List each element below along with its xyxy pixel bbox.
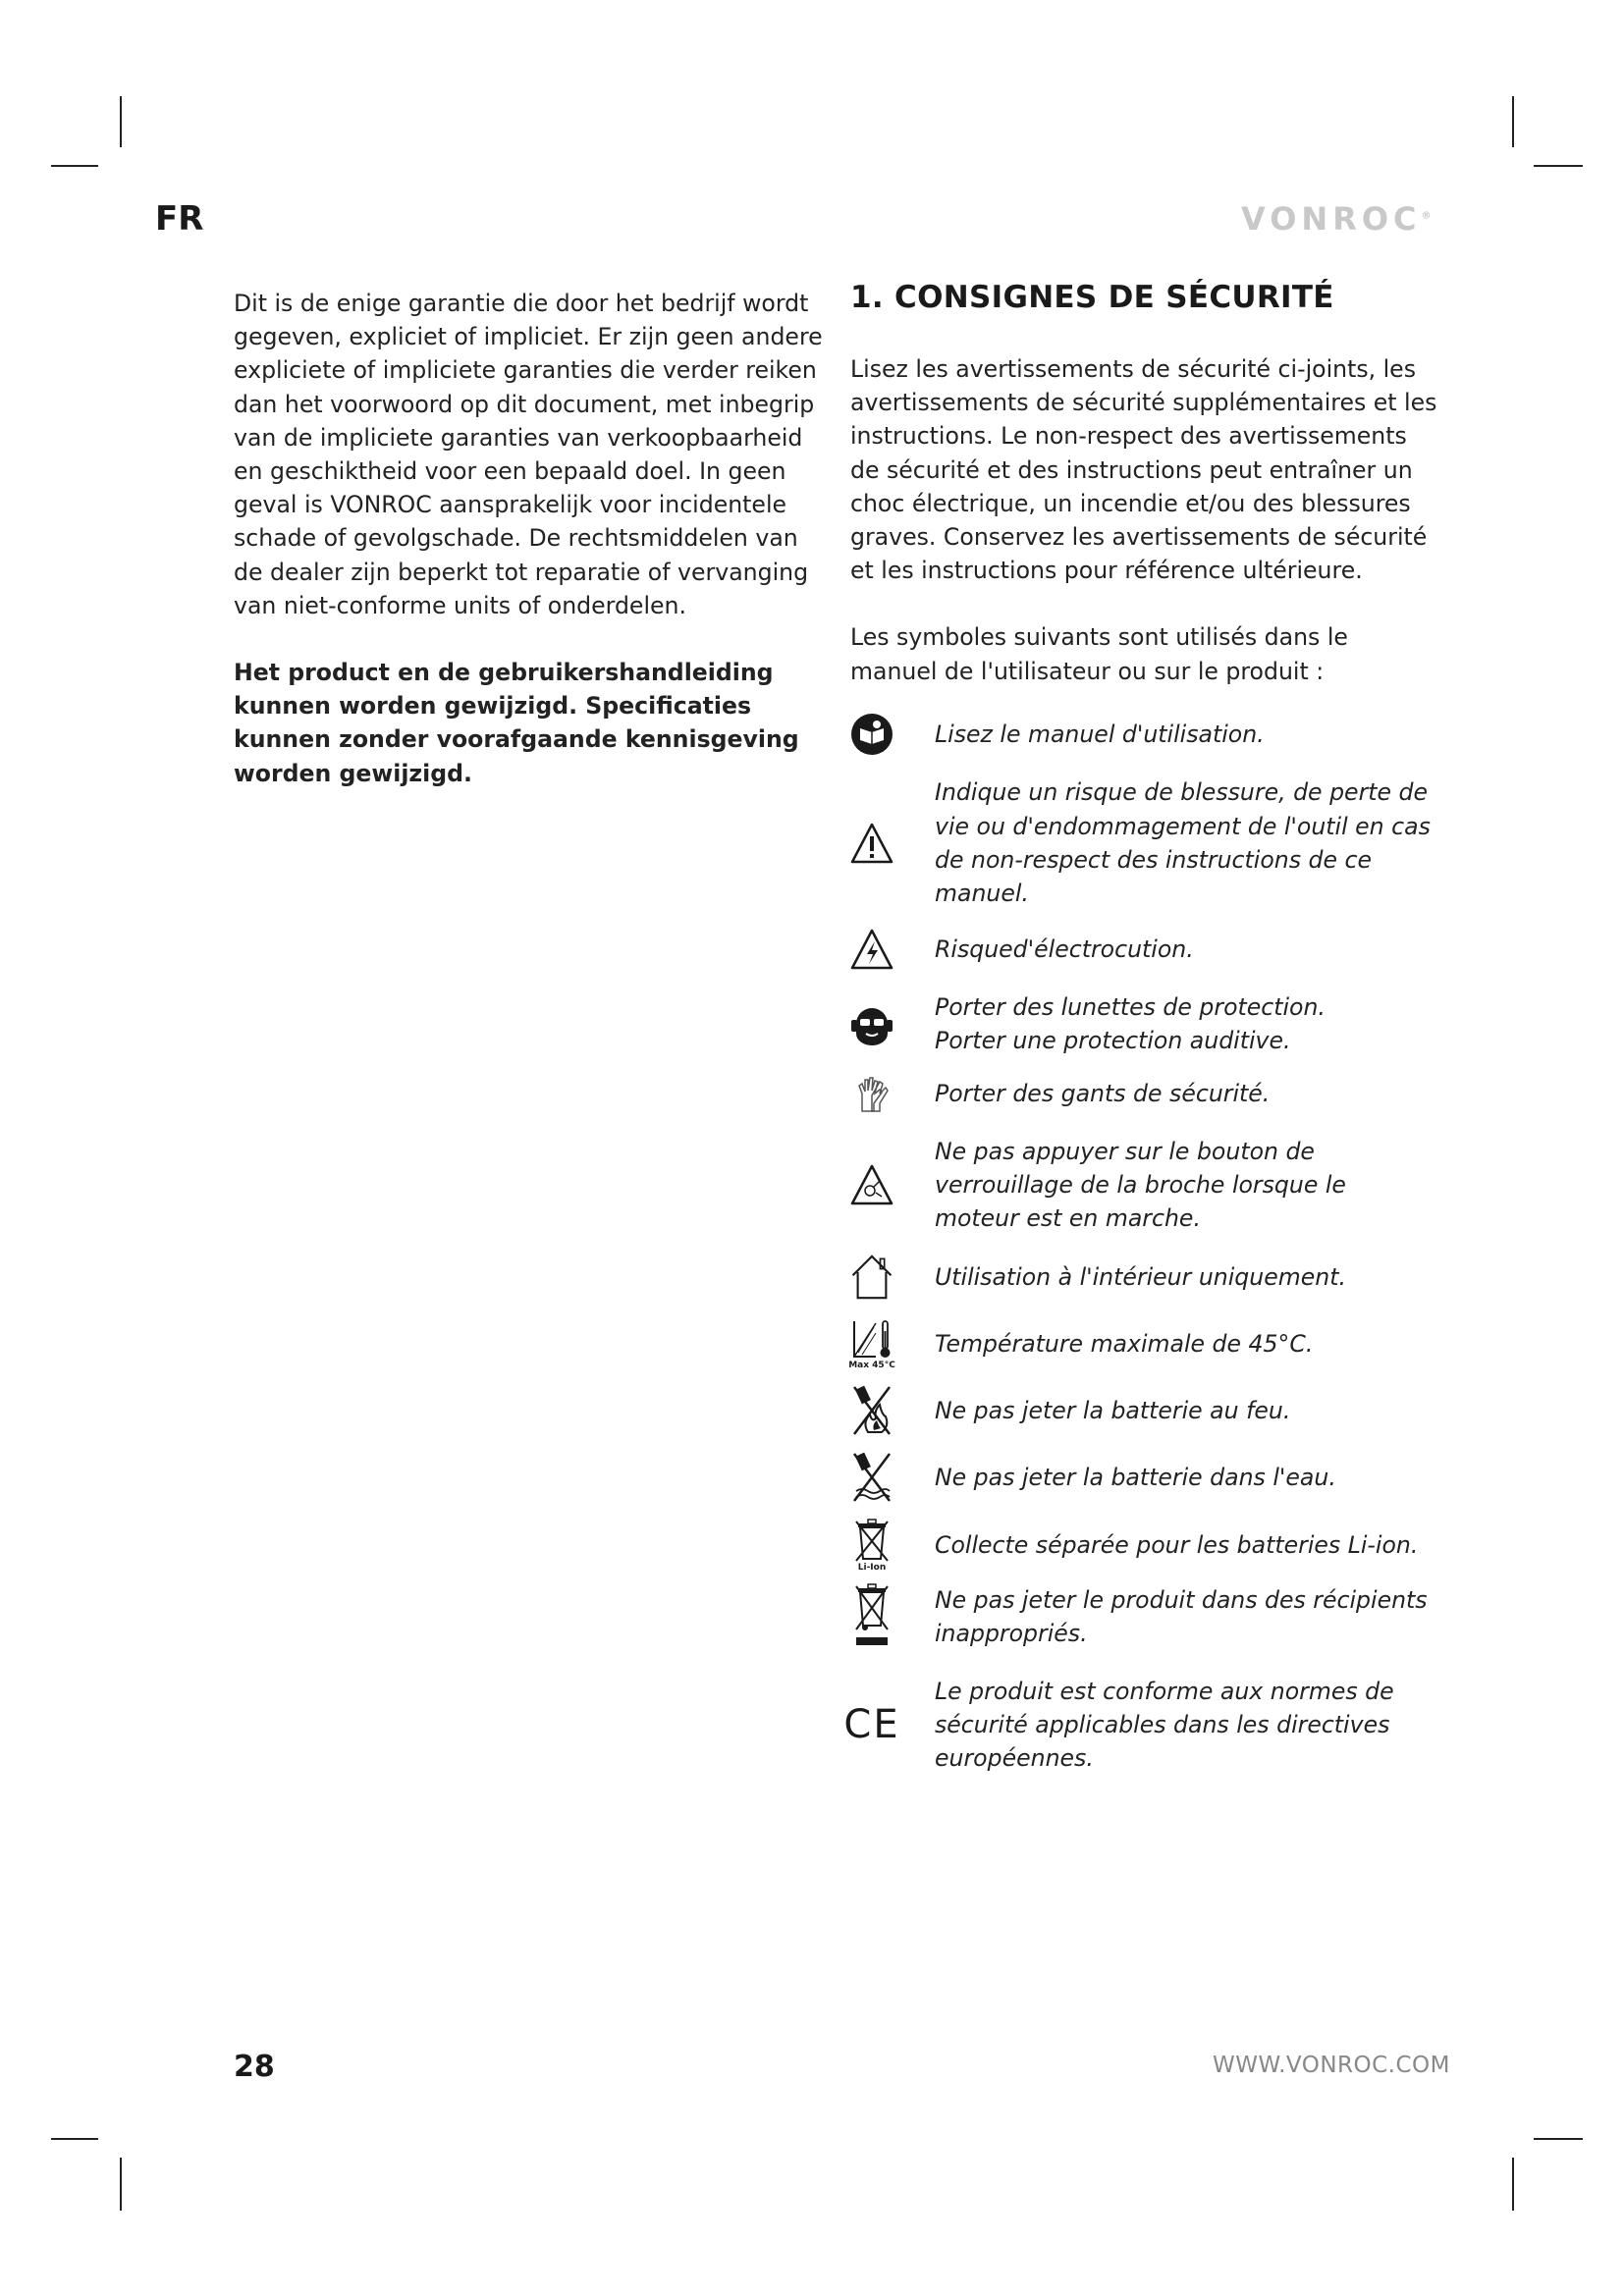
crop-mark	[1534, 165, 1583, 167]
symbol-row	[850, 1248, 1439, 1307]
intro-paragraph: Lisez les avertissements de sécurité ci-joints, les avertissements de sécurité supplémentaires et les instructions. Le non-respect des avertissements de sécurité et des instructions peut entraîner un choc électrique, un incendie et/ou des blessures graves. Conservez les avertissements de sécurité et les instructions pour référence ultérieure.	[850, 355, 1437, 585]
right-column	[843, 280, 1439, 1776]
crop-mark	[51, 165, 98, 167]
crop-mark	[120, 96, 122, 147]
eye-ear-protection-icon	[850, 1002, 893, 1045]
electrocution-icon	[850, 928, 893, 971]
gloves-icon	[850, 1072, 893, 1115]
crop-mark	[120, 2158, 122, 2211]
warning-icon	[850, 822, 893, 865]
read-manual-icon	[850, 713, 893, 756]
symbol-row	[850, 776, 1439, 910]
indoor-use-icon	[850, 1250, 893, 1305]
notice-paragraph: Het product en de gebruikershandleiding kunnen worden gewijzigd. Specificaties kunnen zonder voorafgaande kennisgeving worden gewijzigd.	[234, 659, 799, 787]
crop-mark	[1512, 96, 1514, 147]
symbol-text: Lisez le manuel d'utilisation.	[935, 720, 1265, 748]
symbols-intro: Les symboles suivants sont utilisés dans le manuel de l'utilisateur ou sur le produit :	[850, 623, 1348, 685]
warranty-paragraph: Dit is de enige garantie die door het bedrijf wordt gegeven, expliciet of impliciet. Er zijn geen andere expliciete of impliciete garanties die verder reiken dan het voorwoord op dit document, met inbegrip van de impliciete garanties van verkoopbaarheid en geschiktheid voor een bepaald doel. In geen geval is VONROC aansprakelijk voor incidentele schade of gevolgschade. De rechtsmiddelen van de dealer zijn beperkt tot reparatie of vervanging van niet-conforme units of onderdelen.	[234, 290, 823, 619]
max-temperature-icon	[850, 1317, 893, 1370]
symbol-row	[850, 1581, 1439, 1652]
crop-mark	[1512, 2158, 1514, 2211]
symbol-text: Ne pas jeter la batterie dans l'eau.	[935, 1463, 1336, 1491]
symbol-row	[850, 1314, 1439, 1373]
symbol-text: Utilisation à l'intérieur uniquement.	[935, 1262, 1346, 1291]
symbol-row	[850, 1448, 1439, 1507]
brand-logo: VONROC®	[1241, 200, 1432, 238]
symbol-row	[850, 1136, 1439, 1234]
page-number: 28	[234, 2050, 275, 2084]
li-ion-label: Li-Ion	[857, 1562, 887, 1573]
symbol-text: Collecte séparée pour les batteries Li-ion.	[935, 1530, 1419, 1559]
no-fire-battery-icon	[850, 1383, 893, 1438]
language-code: FR	[155, 199, 204, 239]
symbol-text: Ne pas appuyer sur le bouton de verrouillage de la broche lorsque le moteur est en marche.	[935, 1137, 1346, 1232]
symbol-text: Indique un risque de blessure, de perte de vie ou d'endommagement de l'outil en cas de non-respect des instructions de ce manuel.	[935, 778, 1431, 908]
symbol-row	[850, 1381, 1439, 1440]
ce-mark-icon	[843, 1701, 900, 1747]
crop-mark	[1534, 2138, 1583, 2140]
symbol-text: Porter des gants de sécurité.	[935, 1079, 1271, 1107]
symbol-row	[843, 1674, 1439, 1776]
li-ion-recycling-icon	[850, 1518, 893, 1573]
weee-bin-icon	[850, 1582, 893, 1651]
symbol-row	[850, 1069, 1439, 1118]
symbol-text: Porter des lunettes de protection. Porter une protection auditive.	[935, 992, 1326, 1054]
symbol-text: Ne pas jeter le produit dans des récipients inappropriés.	[935, 1585, 1428, 1647]
symbol-text: Risqued'électrocution.	[935, 934, 1194, 963]
max-temperature-label: Max 45°C	[848, 1360, 895, 1370]
crop-mark	[51, 2138, 98, 2140]
website-url: WWW.VONROC.COM	[1213, 2053, 1450, 2078]
ce-mark-label: CE	[843, 1701, 900, 1747]
section-title: 1. CONSIGNES DE SÉCURITÉ	[850, 280, 1334, 315]
spindle-lock-warning-icon	[850, 1163, 893, 1206]
symbol-row	[850, 710, 1439, 759]
no-water-battery-icon	[850, 1450, 893, 1505]
symbol-row	[850, 990, 1439, 1057]
symbol-text: Le produit est conforme aux normes de sécurité applicables dans les directives européennes.	[935, 1677, 1394, 1772]
left-column	[234, 287, 823, 824]
symbol-text: Température maximale de 45°C.	[935, 1329, 1314, 1358]
symbol-row	[850, 924, 1439, 975]
symbol-text: Ne pas jeter la batterie au feu.	[935, 1396, 1291, 1424]
symbol-row	[850, 1515, 1439, 1575]
